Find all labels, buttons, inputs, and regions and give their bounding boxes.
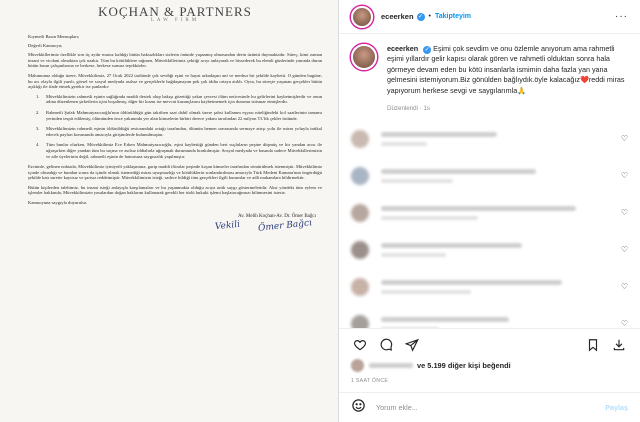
comment-row bbox=[351, 305, 628, 328]
letter-paragraph: Bütün kişilerden talebimiz, bu insani isteği anlayışla karşılamaları ve bu yaşanmakta olduğu acıya artık saygı göstermeleridir. Aksi yöndeki tüm eylem ve işlemler hakkında, Müvekkilimizin yasalardan doğan haklarını kullanarak gerekli her türlü hukuki işlemi başlatacağımızı bilinmesini isteriz. bbox=[28, 184, 322, 196]
signature-line: Av. Melih Koçhan-Av. Dr. Ömer Bağcı bbox=[237, 213, 316, 219]
verified-badge-icon: ✓ bbox=[424, 47, 430, 53]
caption-username[interactable]: eceerken bbox=[387, 44, 419, 53]
save-bookmark-icon[interactable] bbox=[584, 336, 602, 354]
commenter-avatar[interactable] bbox=[351, 130, 369, 148]
letter-paragraph: Ezcümle, gelinen noktada, Müvekkilimiz iyiniyetli yaklaşımına, garip maddi iftiralar peşinde koşan kimseler tarafından sömürülmek istenmiştir. Müvekkilimiz içinde olmadığı ve bundan sonra da içinde olmak istemediği miras uyuşmazlığı ve kötülüklerin sonlandırılması amacıyla Türk Medeni Kanunu'nun öngördüğü şekilde katı surette kayıtsız ve şartsız reddetmiştir. Müvekkilimizin isteği, sadece bildiği tüm gerçekleri ilgili kurumlar ve adli makamlara bildirmektir. bbox=[28, 164, 322, 181]
comment-row bbox=[351, 194, 628, 231]
comment-input[interactable] bbox=[376, 403, 605, 412]
comment-like-icon[interactable]: ♡ bbox=[620, 171, 628, 181]
comment-text-blurred bbox=[381, 317, 613, 328]
letter-list-item: 4. Tüm bunlar olurken, Müvekkilimiz Ece Erken Mahmutyazıcıoğlu, eşini kaybettiği günden beri suçluların peşine düşmüş ve bir yandan acısı ile uğraşırken diğer yandan tüm bu saçma ve asılsız iddialarla uğraşmak durumunda bırakılmıştır. Sosyal medyada ve basında sadece Müvekkillerimizin ve aile üyelerinin değil, rahmetli eşinin de hatırasına saygısızlık yapılmıştır. bbox=[36, 142, 322, 159]
post-header bbox=[339, 0, 640, 34]
comment-text-blurred bbox=[381, 243, 613, 257]
post-comment-button[interactable]: Paylaş bbox=[605, 403, 628, 412]
signature: Vekili bbox=[214, 219, 241, 232]
comment-like-icon[interactable]: ♡ bbox=[620, 208, 628, 218]
likes-count: ve 5.199 diğer kişi beğendi bbox=[417, 361, 511, 370]
download-icon[interactable] bbox=[610, 336, 628, 354]
commenter-avatar[interactable] bbox=[351, 204, 369, 222]
verified-badge-icon: ✓ bbox=[418, 13, 424, 20]
commenter-avatar[interactable] bbox=[351, 241, 369, 259]
more-options-icon[interactable]: ··· bbox=[615, 11, 628, 22]
comment-text-blurred bbox=[381, 169, 613, 183]
letter-list-item: 2. Rahmetli Şafak Mahmutyazıcıoğlu'nun öldürüldüğü gün takriben saat dahil olmak üzere şahsi kullanım eşyası niteliğindeki kol saatlerinin tamamı yerinden tespit edilemiş; ölümünden önce yakınında yer alan kimselerin birbiri derece yakını tarafından 22 milyon TL'lik çekler üstünde. bbox=[36, 109, 322, 121]
comment-like-icon[interactable]: ♡ bbox=[620, 282, 628, 292]
separator-dot: • bbox=[428, 13, 431, 20]
comment-text-blurred bbox=[381, 280, 613, 294]
letter-paragraph: Müvekkillerimiz özellikle son üç aydır maruz kaldığı bütün haksızlıkları sizlerin önünde yaşanmış olmasından derin üzüntü duymaktadır. Süreç, kimi zaman insani ve vicdani olmaktan çok uzaktı. Tüm bu kötülüklere rağmen, Müvekkillerimiz çektiği acıyı anlayarak ve hissederek bu elemli günlerinde yanında duran bütün basın çalışanlarına ve herkese, herkese sonsuz teşekkürler. bbox=[28, 52, 322, 69]
post-actions bbox=[339, 328, 640, 384]
comment-row bbox=[351, 157, 628, 194]
letter-list-item: 1. Müvekkilimizin rahmetli eşinin sağlığında maddi destek olup bakışı gözettiği yakın çevresi ölüm neticesinde hu gelirlerini kaybetmişlerdir ve onun adına düzenlenen şirketlerin içini boşaltmış; diğer bir kısmı ise mevcut kazançlarını kaybetmemek için durumu istismar etmişlerdir. bbox=[36, 93, 322, 105]
letterhead bbox=[28, 6, 322, 24]
comment-row bbox=[351, 268, 628, 305]
signatures bbox=[28, 217, 322, 234]
commenter-avatar[interactable] bbox=[351, 278, 369, 296]
post-time: 1 SAAT ÖNCE bbox=[351, 378, 389, 384]
signature: Ömer Bağcı bbox=[257, 217, 313, 234]
comment-row bbox=[351, 120, 628, 157]
comment-like-icon[interactable]: ♡ bbox=[620, 134, 628, 144]
add-comment-bar bbox=[339, 392, 640, 422]
letter-paragraph: Malumunuz olduğu üzere, Müvekkilimiz, 27 Ocak 2022 tarihinde çok sevdiği eşini ve hayat arkadaşını ani ve merhur bir şekilde kaybetti. O günden bugüne, bu acı olayla ilgili yazılı, görsel ve sosyal medyada asılsız ve gerçeklerle bağdaşmayan pek çok iddia ortaya atıldı. Oysa, bu süreçte yaşanan gerçekler bütün açıklığı ile ifade etmek gerekir ise şunlardır: bbox=[28, 72, 322, 90]
comment-row bbox=[351, 231, 628, 268]
comment-like-icon[interactable]: ♡ bbox=[620, 245, 628, 255]
comment-text-blurred bbox=[381, 206, 613, 220]
liker-avatar bbox=[351, 359, 364, 372]
caption-text: Eşimi çok sevdim ve onu özlemle anıyorum ama rahmetli eşimi yıllardır gelir kapısı olarak gören ve rahmetli olduktan sonra hala görmeye devam eden bu kötü insanlarla ismimin daha fazla yan yana gelmesini istemiyorum.Biz gönülden bağlıydık.öyle kalacağız❤️reddi miras yapıyorum herkese sevgi ve saygılarımla🙏 bbox=[387, 44, 625, 95]
likes-summary[interactable] bbox=[351, 359, 628, 372]
comment-bubble-icon[interactable] bbox=[377, 336, 395, 354]
commenter-avatar[interactable] bbox=[351, 315, 369, 328]
avatar[interactable] bbox=[351, 44, 377, 70]
comments-list bbox=[339, 114, 640, 328]
commenter-avatar[interactable] bbox=[351, 167, 369, 185]
letter-list-item: 3. Müvekkilimizin rahmetli eşinin öldürüldüğü restorandaki ortağı tarafından, ölümün hemen sonrasında sermaye artışı yolu ile miras yoluyla intikal edecek payları konusunda amacıyla girişimlerde bulunulmuştur. bbox=[36, 126, 322, 137]
liker-name-blurred bbox=[369, 363, 413, 368]
firm-name: KOÇHAN & PARTNERS bbox=[98, 4, 252, 19]
post-caption bbox=[339, 34, 640, 114]
comment-text-blurred bbox=[381, 132, 613, 146]
firm-subtitle: LAW FIRM bbox=[150, 18, 200, 23]
edited-timestamp: Düzenlendi · 1s bbox=[387, 105, 430, 113]
following-button[interactable]: Takipteyim bbox=[434, 13, 472, 20]
letter-closing: Kamuoyuna saygıyla duyurulur. bbox=[28, 200, 88, 206]
share-send-icon[interactable] bbox=[403, 336, 421, 354]
letter-greeting: Kıymetli Basın Mensupları; bbox=[28, 34, 80, 39]
avatar[interactable] bbox=[351, 6, 373, 28]
username-link[interactable]: eceerken bbox=[381, 12, 414, 21]
comment-like-icon[interactable]: ♡ bbox=[620, 319, 628, 328]
letter-greeting: Değerli Kamuoyu; bbox=[28, 42, 63, 48]
post-panel bbox=[339, 0, 640, 422]
like-heart-icon[interactable] bbox=[351, 336, 369, 354]
emoji-smile-icon[interactable] bbox=[351, 398, 366, 418]
